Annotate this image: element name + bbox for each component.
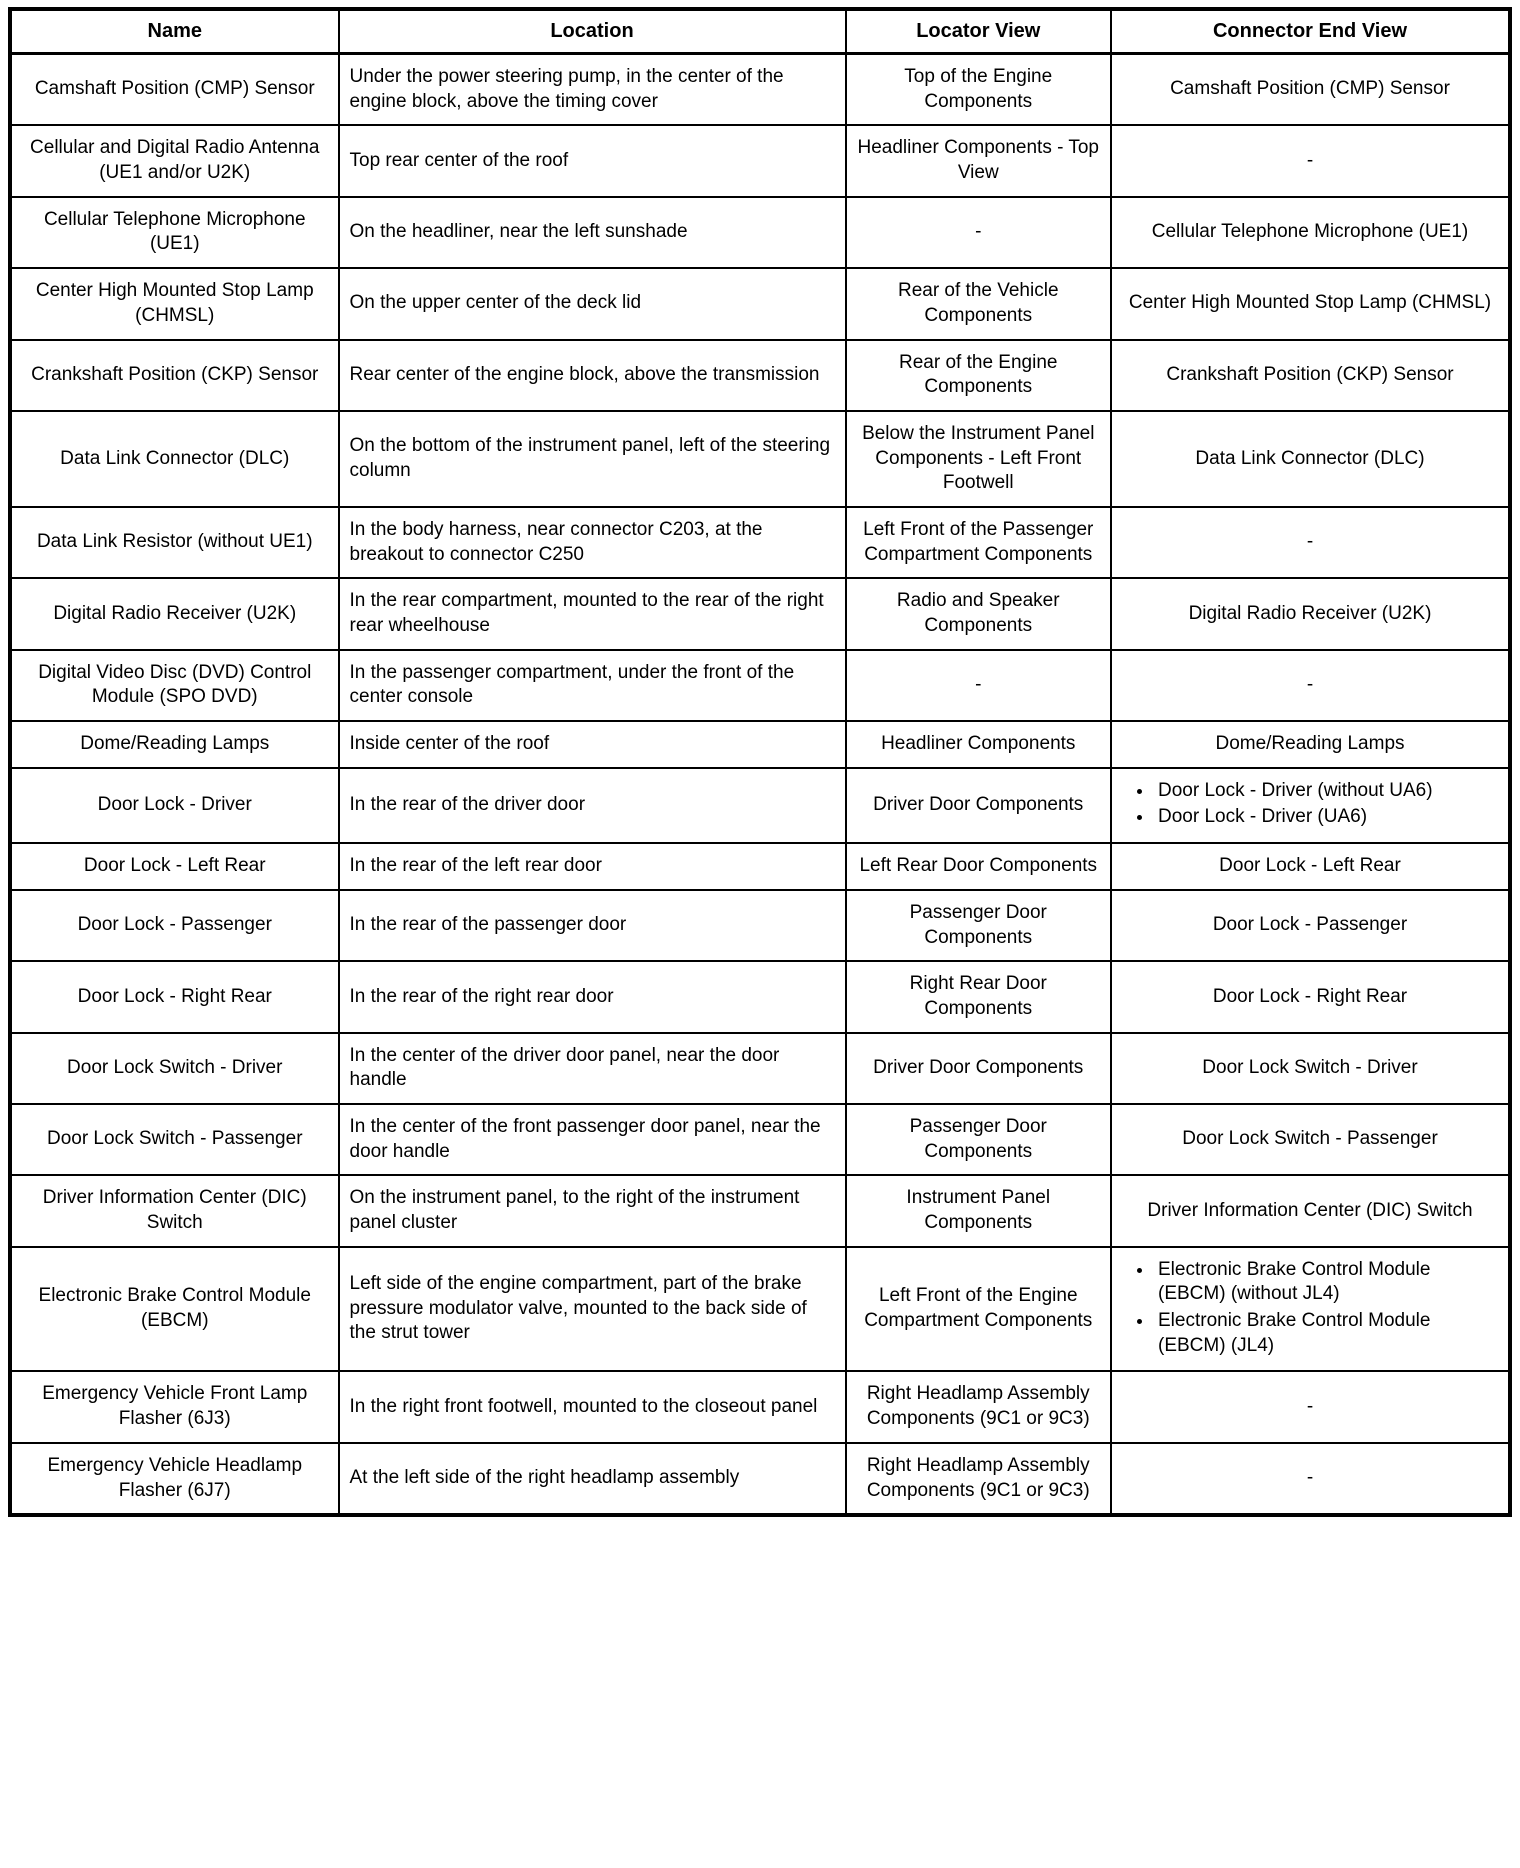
table-row — [10, 843, 1510, 890]
cell-name: Digital Video Disc (DVD) Control Module (SPO DVD) — [10, 650, 339, 721]
bullet-item: • Door Lock - Driver (UA6) — [1154, 805, 1500, 830]
cell-name: Cellular Telephone Microphone (UE1) — [10, 197, 339, 268]
table-row — [10, 340, 1510, 411]
cell-connector-end-view: - — [1111, 650, 1510, 721]
cell-location: In the passenger compartment, under the front of the center console — [339, 650, 846, 721]
table-row — [10, 768, 1510, 843]
cell-name: Driver Information Center (DIC) Switch — [10, 1175, 339, 1246]
table-row — [10, 1104, 1510, 1175]
cell-location: On the upper center of the deck lid — [339, 268, 846, 339]
cell-location: On the headliner, near the left sunshade — [339, 197, 846, 268]
cell-location: In the right front footwell, mounted to the closeout panel — [339, 1371, 846, 1442]
cell-locator-view: Passenger Door Components — [846, 1104, 1112, 1175]
table-header-row — [10, 9, 1510, 54]
cell-locator-view: Left Rear Door Components — [846, 843, 1112, 890]
cell-name: Cellular and Digital Radio Antenna (UE1 and/or U2K) — [10, 125, 339, 196]
cell-name: Emergency Vehicle Front Lamp Flasher (6J3) — [10, 1371, 339, 1442]
cell-location: In the center of the front passenger door panel, near the door handle — [339, 1104, 846, 1175]
cell-connector-end-view: Dome/Reading Lamps — [1111, 721, 1510, 768]
cell-name: Electronic Brake Control Module (EBCM) — [10, 1247, 339, 1372]
cell-locator-view: Right Headlamp Assembly Components (9C1 or 9C3) — [846, 1443, 1112, 1515]
table-row — [10, 1247, 1510, 1372]
cell-locator-view: Headliner Components - Top View — [846, 125, 1112, 196]
cell-name: Door Lock - Left Rear — [10, 843, 339, 890]
table-row — [10, 1371, 1510, 1442]
cell-name: Crankshaft Position (CKP) Sensor — [10, 340, 339, 411]
cell-locator-view: Left Front of the Passenger Compartment Components — [846, 507, 1112, 578]
cell-connector-end-view: - — [1111, 125, 1510, 196]
table-row — [10, 54, 1510, 126]
cell-connector-end-view: Camshaft Position (CMP) Sensor — [1111, 54, 1510, 126]
cell-name: Door Lock - Passenger — [10, 890, 339, 961]
table-row — [10, 268, 1510, 339]
cell-connector-end-view: Door Lock - Right Rear — [1111, 961, 1510, 1032]
cell-name: Center High Mounted Stop Lamp (CHMSL) — [10, 268, 339, 339]
bullet-item: • Electronic Brake Control Module (EBCM) (without JL4) — [1154, 1258, 1500, 1307]
cell-locator-view: Left Front of the Engine Compartment Components — [846, 1247, 1112, 1372]
cell-location: Inside center of the roof — [339, 721, 846, 768]
column-header-connector-end-view: Connector End View — [1111, 9, 1510, 54]
cell-locator-view: Passenger Door Components — [846, 890, 1112, 961]
table-row — [10, 507, 1510, 578]
table-body — [10, 54, 1510, 1516]
cell-connector-end-view: Door Lock Switch - Passenger — [1111, 1104, 1510, 1175]
bullet-list — [1120, 779, 1500, 830]
cell-name: Door Lock - Right Rear — [10, 961, 339, 1032]
component-locator-table — [8, 7, 1512, 1517]
cell-locator-view: - — [846, 650, 1112, 721]
cell-connector-end-view: Door Lock - Left Rear — [1111, 843, 1510, 890]
cell-connector-end-view: Door Lock - Passenger — [1111, 890, 1510, 961]
cell-connector-end-view: Center High Mounted Stop Lamp (CHMSL) — [1111, 268, 1510, 339]
cell-connector-end-view: Data Link Connector (DLC) — [1111, 411, 1510, 507]
cell-connector-end-view: - — [1111, 1443, 1510, 1515]
cell-name: Door Lock - Driver — [10, 768, 339, 843]
table-row — [10, 1175, 1510, 1246]
table-row — [10, 650, 1510, 721]
cell-location: On the bottom of the instrument panel, left of the steering column — [339, 411, 846, 507]
cell-location: In the rear compartment, mounted to the rear of the right rear wheelhouse — [339, 578, 846, 649]
cell-connector-end-view: Crankshaft Position (CKP) Sensor — [1111, 340, 1510, 411]
bullet-item: • Door Lock - Driver (without UA6) — [1154, 779, 1500, 804]
cell-name: Data Link Connector (DLC) — [10, 411, 339, 507]
cell-locator-view: Driver Door Components — [846, 1033, 1112, 1104]
cell-name: Dome/Reading Lamps — [10, 721, 339, 768]
cell-locator-view: Top of the Engine Components — [846, 54, 1112, 126]
cell-locator-view: Headliner Components — [846, 721, 1112, 768]
cell-locator-view: - — [846, 197, 1112, 268]
cell-connector-end-view — [1111, 1247, 1510, 1372]
cell-location: Rear center of the engine block, above the transmission — [339, 340, 846, 411]
table-row — [10, 578, 1510, 649]
cell-name: Door Lock Switch - Driver — [10, 1033, 339, 1104]
table-row — [10, 721, 1510, 768]
bullet-item: • Electronic Brake Control Module (EBCM) (JL4) — [1154, 1309, 1500, 1358]
cell-connector-end-view: - — [1111, 1371, 1510, 1442]
column-header-name: Name — [10, 9, 339, 54]
cell-connector-end-view: Cellular Telephone Microphone (UE1) — [1111, 197, 1510, 268]
cell-locator-view: Driver Door Components — [846, 768, 1112, 843]
cell-name: Camshaft Position (CMP) Sensor — [10, 54, 339, 126]
cell-location: On the instrument panel, to the right of the instrument panel cluster — [339, 1175, 846, 1246]
table-row — [10, 197, 1510, 268]
cell-locator-view: Rear of the Vehicle Components — [846, 268, 1112, 339]
table-row — [10, 411, 1510, 507]
cell-location: At the left side of the right headlamp assembly — [339, 1443, 846, 1515]
table-row — [10, 1443, 1510, 1515]
cell-location: In the body harness, near connector C203, at the breakout to connector C250 — [339, 507, 846, 578]
cell-name: Data Link Resistor (without UE1) — [10, 507, 339, 578]
table-row — [10, 890, 1510, 961]
cell-locator-view: Radio and Speaker Components — [846, 578, 1112, 649]
column-header-locator-view: Locator View — [846, 9, 1112, 54]
table-row — [10, 1033, 1510, 1104]
cell-location: Left side of the engine compartment, part of the brake pressure modulator valve, mounted to the back side of the strut tower — [339, 1247, 846, 1372]
cell-connector-end-view: Driver Information Center (DIC) Switch — [1111, 1175, 1510, 1246]
cell-name: Digital Radio Receiver (U2K) — [10, 578, 339, 649]
cell-connector-end-view — [1111, 768, 1510, 843]
bullet-list — [1120, 1258, 1500, 1359]
cell-location: In the rear of the driver door — [339, 768, 846, 843]
cell-location: Top rear center of the roof — [339, 125, 846, 196]
column-header-location: Location — [339, 9, 846, 54]
cell-locator-view: Instrument Panel Components — [846, 1175, 1112, 1246]
cell-connector-end-view: Digital Radio Receiver (U2K) — [1111, 578, 1510, 649]
cell-location: In the rear of the passenger door — [339, 890, 846, 961]
cell-location: In the center of the driver door panel, near the door handle — [339, 1033, 846, 1104]
cell-locator-view: Below the Instrument Panel Components - Left Front Footwell — [846, 411, 1112, 507]
cell-name: Emergency Vehicle Headlamp Flasher (6J7) — [10, 1443, 339, 1515]
cell-locator-view: Right Headlamp Assembly Components (9C1 or 9C3) — [846, 1371, 1112, 1442]
cell-location: Under the power steering pump, in the center of the engine block, above the timing cover — [339, 54, 846, 126]
cell-name: Door Lock Switch - Passenger — [10, 1104, 339, 1175]
cell-location: In the rear of the right rear door — [339, 961, 846, 1032]
cell-locator-view: Right Rear Door Components — [846, 961, 1112, 1032]
table-row — [10, 125, 1510, 196]
cell-locator-view: Rear of the Engine Components — [846, 340, 1112, 411]
table-row — [10, 961, 1510, 1032]
cell-connector-end-view: Door Lock Switch - Driver — [1111, 1033, 1510, 1104]
cell-connector-end-view: - — [1111, 507, 1510, 578]
cell-location: In the rear of the left rear door — [339, 843, 846, 890]
